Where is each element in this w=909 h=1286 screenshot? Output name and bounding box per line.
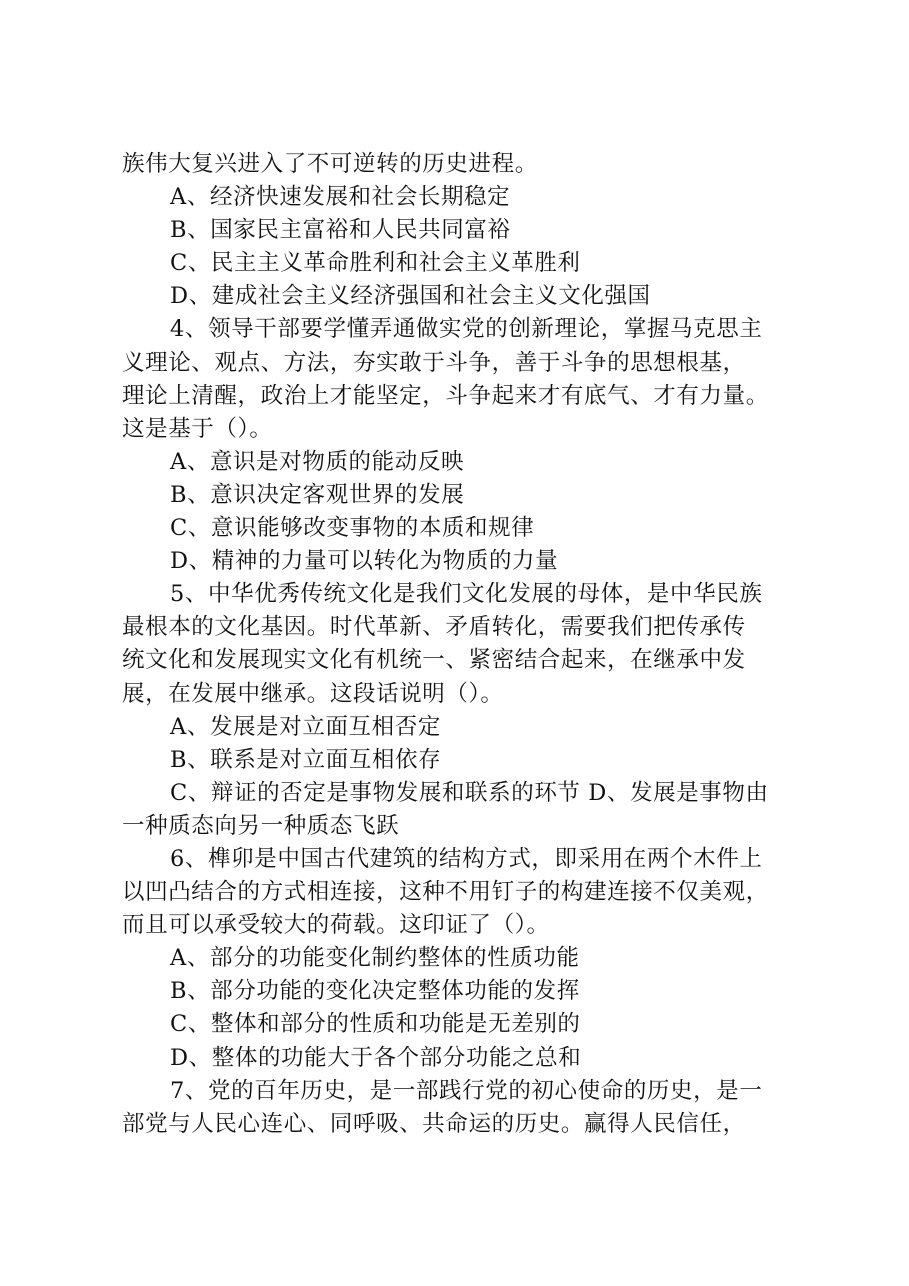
text-line: 5、中华优秀传统文化是我们文化发展的母体，是中华民族: [170, 581, 763, 608]
text-line: 族伟大复兴进入了不可逆转的历史进程。: [122, 151, 538, 177]
text-line: B、部分功能的变化决定整体功能的发挥: [170, 978, 580, 1005]
text-line: 理论上清醒，政治上才能坚定，斗争起来才有底气、才有力量。: [122, 382, 769, 409]
text-line: A、意识是对物质的能动反映: [170, 448, 465, 475]
text-line: D、精神的力量可以转化为物质的力量: [170, 548, 559, 575]
text-line: C、辩证的否定是事物发展和联系的环节 D、发展是事物由: [170, 779, 769, 806]
text-line: A、部分的功能变化制约整体的性质功能: [170, 945, 580, 972]
text-line: D、整体的功能大于各个部分功能之总和: [170, 1044, 582, 1071]
text-line: D、建成社会主义经济强国和社会主义文化强国: [170, 283, 651, 310]
text-line: 统文化和发展现实文化有机统一、紧密结合起来，在继承中发: [122, 647, 746, 674]
text-line: 6、榫卯是中国古代建筑的结构方式，即采用在两个木件上: [170, 845, 763, 872]
text-line: 这是基于（）。: [122, 415, 273, 442]
text-line: A、经济快速发展和社会长期稳定: [170, 184, 511, 211]
text-line: 一种质态向另一种质态飞跃: [122, 812, 400, 839]
text-line: B、意识决定客观世界的发展: [170, 481, 465, 508]
text-line: 部党与人民心连心、同呼吸、共命运的历史。赢得人民信任，: [122, 1110, 746, 1137]
text-line: C、整体和部分的性质和功能是无差别的: [170, 1011, 581, 1038]
text-line: 展，在发展中继承。这段话说明（）。: [122, 680, 504, 707]
text-line: 以凹凸结合的方式相连接，这种不用钉子的构建连接不仅美观，: [122, 879, 769, 906]
text-line: C、民主主义革命胜利和社会主义革胜利: [170, 250, 581, 277]
text-line: B、联系是对立面互相依存: [170, 746, 442, 773]
text-line: C、意识能够改变事物的本质和规律: [170, 515, 535, 542]
text-line: B、国家民主富裕和人民共同富裕: [170, 217, 511, 244]
text-line: 而且可以承受较大的荷载。这印证了（）。: [122, 912, 550, 939]
document-body: [122, 148, 802, 1141]
text-line: 最根本的文化基因。时代革新、矛盾转化，需要我们把传承传: [122, 614, 746, 641]
text-line: A、发展是对立面互相否定: [170, 713, 441, 740]
text-line: 4、领导干部要学懂弄通做实党的创新理论，掌握马克思主: [170, 316, 763, 343]
text-line: 义理论、观点、方法，夯实敢于斗争，善于斗争的思想根基，: [122, 349, 746, 376]
text-line: 7、党的百年历史，是一部践行党的初心使命的历史，是一: [170, 1077, 763, 1104]
